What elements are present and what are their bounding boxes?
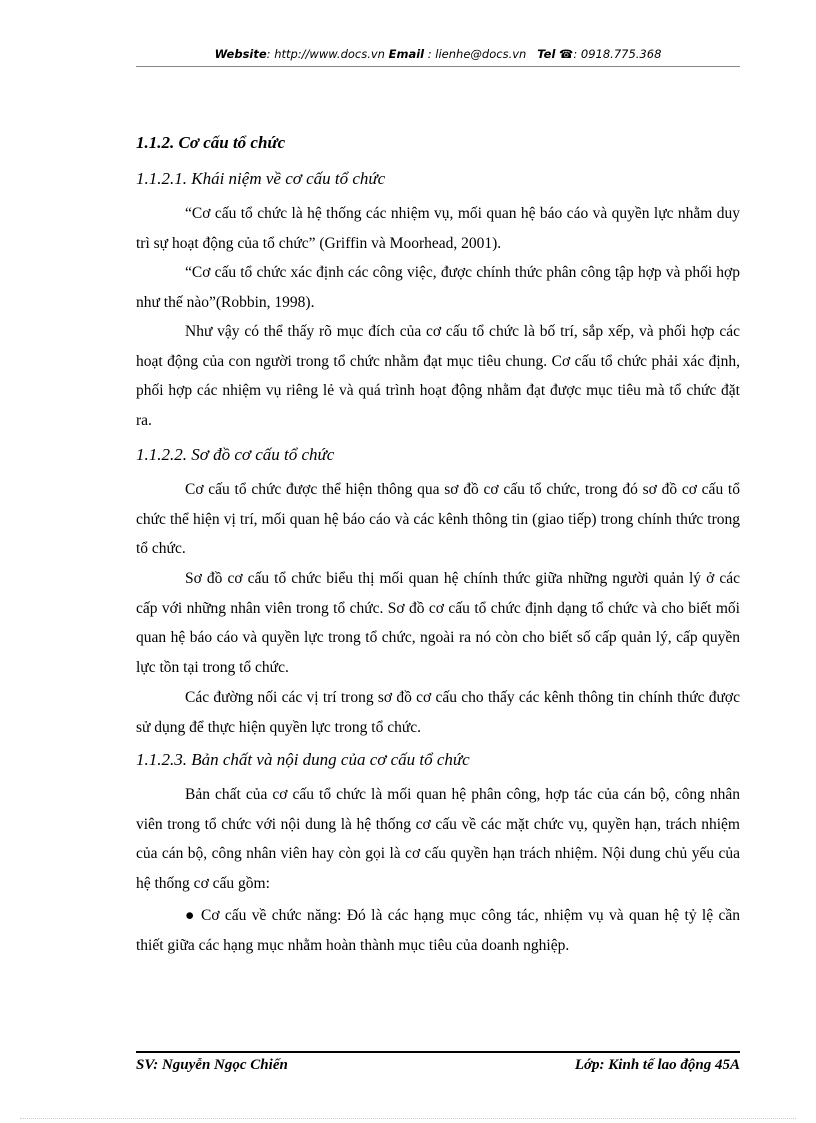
paragraph: “Cơ cấu tổ chức là hệ thống các nhiệm vụ, mối quan hệ báo cáo và quyền lực nhằm duy trì sự hoạt động của tổ chức” (Griffin và Moorhead, 2001).	[136, 205, 740, 252]
paragraph: Cơ cấu tổ chức được thể hiện thông qua sơ đồ cơ cấu tổ chức, trong đó sơ đồ cơ cấu tổ chức thể hiện vị trí, mối quan hệ báo cáo và các kênh thông tin (giao tiếp) trong chính thức trong tổ chức.	[136, 481, 740, 557]
tel-label: Tel	[537, 47, 556, 61]
footer-student: SV: Nguyễn Ngọc Chiến	[136, 1057, 288, 1073]
website-value[interactable]: : http://www.docs.vn	[266, 47, 385, 61]
page-edge	[20, 1118, 796, 1119]
subsection-title-2: 1.1.2.2. Sơ đồ cơ cấu tổ chức	[136, 445, 335, 464]
bullet-icon: ●	[185, 907, 195, 924]
paragraph: Các đường nối các vị trí trong sơ đồ cơ cấu cho thấy các kênh thông tin chính thức được sử dụng để thực hiện quyền lực trong tổ chức.	[136, 689, 740, 736]
paragraph: Như vậy có thể thấy rõ mục đích của cơ cấu tổ chức là bố trí, sắp xếp, và phối hợp các hoạt động của con người trong tổ chức nhằm đạt mục tiêu chung. Cơ cấu tổ chức phải xác định, phối hợp các nhiệm vụ riêng lẻ và quá trình hoạt động nhằm đạt được mục tiêu mà tổ chức đặt ra.	[136, 323, 740, 429]
website-label: Website	[214, 47, 267, 61]
section-title: 1.1.2. Cơ cấu tổ chức	[136, 133, 286, 152]
paragraph: Bản chất của cơ cấu tổ chức là mối quan hệ phân công, hợp tác của cán bộ, công nhân viên trong tổ chức với nội dung là hệ thống cơ cấu về các mặt chức vụ, quyền hạn, trách nhiệm của cán bộ, công nhân viên hay còn gọi là cơ cấu quyền hạn trách nhiệm. Nội dung chủ yếu của hệ thống cơ cấu gồm:	[136, 786, 740, 892]
bullet-item	[136, 901, 740, 960]
footer-class: Lớp: Kinh tế lao động 45A	[574, 1057, 740, 1073]
bullet-text: Cơ cấu về chức năng: Đó là các hạng mục công tác, nhiệm vụ và quan hệ tỷ lệ cần thiết giữa các hạng mục nhằm hoàn thành mục tiêu của doanh nghiệp.	[136, 907, 740, 954]
email-value[interactable]: : lienhe@docs.vn	[424, 47, 527, 61]
paragraph: Sơ đồ cơ cấu tổ chức biểu thị mối quan hệ chính thức giữa những người quản lý ở các cấp với những nhân viên trong tổ chức. Sơ đồ cơ cấu tổ chức định dạng tổ chức và cho biết mối quan hệ báo cáo và quyền lực trong tổ chức, ngoài ra nó còn cho biết số cấp quản lý, cấp quyền lực tồn tại trong tổ chức.	[136, 570, 740, 676]
paragraph: “Cơ cấu tổ chức xác định các công việc, được chính thức phân công tập hợp và phối hợp như thế nào”(Robbin, 1998).	[136, 264, 740, 311]
email-label: Email	[388, 47, 425, 61]
page-header	[136, 47, 740, 61]
phone-icon: ☎	[559, 47, 574, 61]
subsection-title-1: 1.1.2.1. Khái niệm về cơ cấu tổ chức	[136, 169, 386, 188]
footer-divider	[136, 1051, 740, 1053]
header-divider	[136, 66, 740, 67]
tel-value: : 0918.775.368	[573, 47, 662, 61]
subsection-title-3: 1.1.2.3. Bản chất và nội dung của cơ cấu tổ chức	[136, 750, 470, 769]
